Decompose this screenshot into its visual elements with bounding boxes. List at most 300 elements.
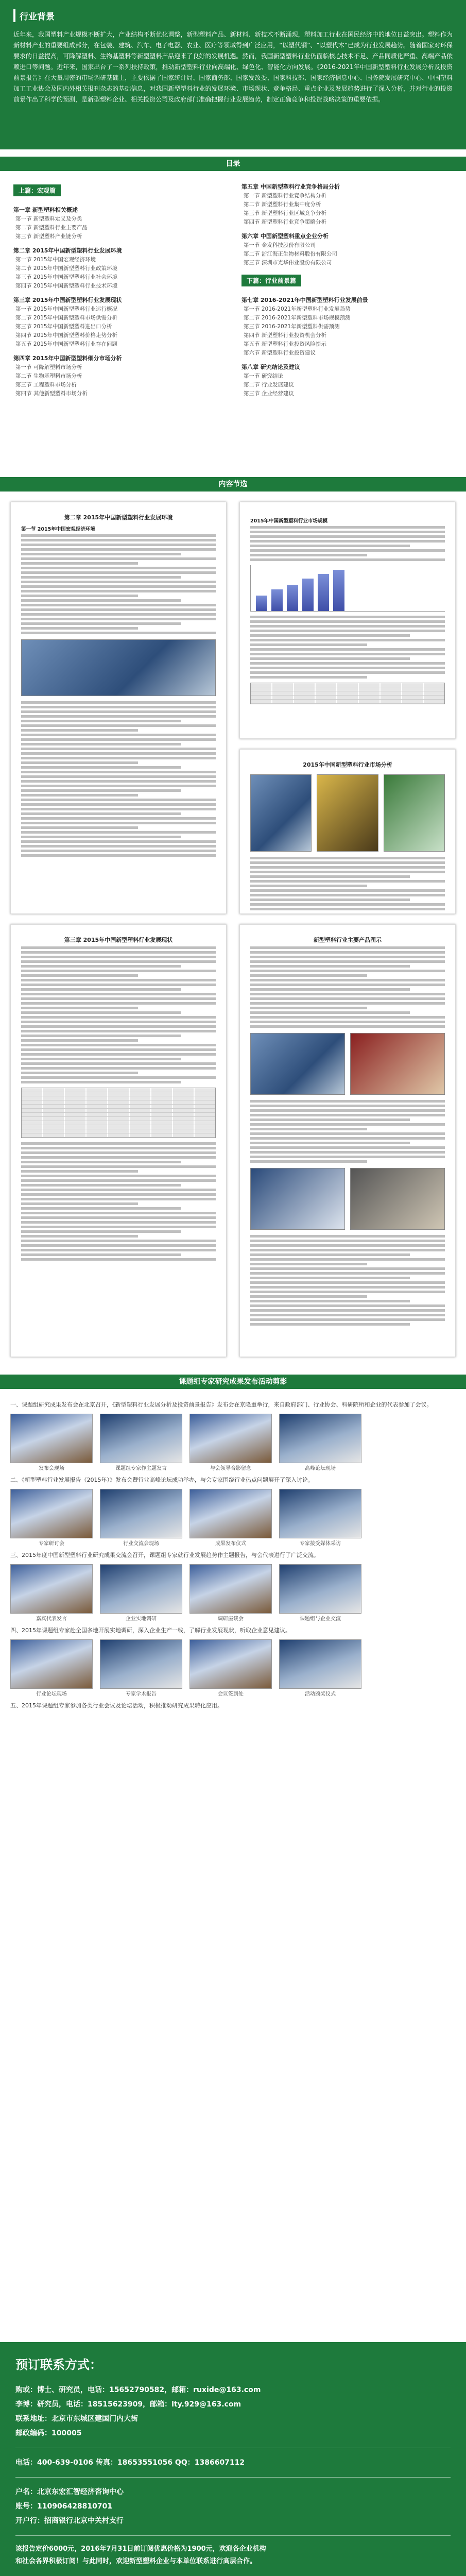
text-line xyxy=(21,724,216,727)
text-line xyxy=(250,956,445,958)
contact-title: 预订联系方式： xyxy=(15,2358,102,2372)
text-lines xyxy=(250,857,445,910)
toc-item: 第四节 2015年中国新型塑料价格走势分析 xyxy=(15,332,118,338)
toc-item: 第一节 2015年中国宏观经济环境 xyxy=(15,257,96,263)
text-line xyxy=(21,1081,181,1083)
text-line xyxy=(21,608,216,611)
text-line xyxy=(21,1253,181,1256)
text-line xyxy=(21,618,216,620)
text-line xyxy=(21,831,216,834)
photo-caption: 高峰论坛现场 xyxy=(305,1466,336,1471)
photo-caption: 专家学术报告 xyxy=(126,1691,157,1697)
bank-row: 户名：北京东宏汇智经济咨询中心 xyxy=(15,2488,124,2496)
text-line xyxy=(21,1165,216,1168)
toc-item: 第四节 新型塑料行业竞争策略分析 xyxy=(244,219,326,225)
excerpt-page-5 xyxy=(239,924,456,1357)
text-line xyxy=(250,1314,445,1316)
text-line xyxy=(21,1240,216,1242)
text-line xyxy=(250,984,445,986)
text-line xyxy=(21,1035,181,1037)
text-line xyxy=(250,1309,445,1312)
bank-row: 账号：11090642881070​1 xyxy=(15,2502,113,2511)
text-line xyxy=(21,632,216,634)
excerpt-table xyxy=(250,683,445,704)
photo-caption: 活动颁奖仪式 xyxy=(305,1691,336,1697)
text-line xyxy=(250,648,445,651)
text-line xyxy=(250,526,445,529)
photo-card xyxy=(279,1489,361,1548)
text-line xyxy=(21,946,216,949)
toc xyxy=(0,171,466,470)
toc-chapter: 第五章 中国新型塑料行业竞争格局分析 xyxy=(241,183,340,190)
text-line xyxy=(21,808,216,810)
toc-item: 第四节 新型塑料行业投资机会分析 xyxy=(244,332,326,338)
conference-photo xyxy=(10,1414,93,1463)
text-line xyxy=(250,880,445,883)
text-line xyxy=(250,965,410,968)
toc-item: 第二节 2015年中国新型塑料市场供需分析 xyxy=(15,315,118,321)
text-line xyxy=(21,970,216,972)
contact-rows xyxy=(15,2383,451,2441)
photo-card xyxy=(10,1489,93,1548)
excerpt-page-5-title: 新型塑料行业主要产品图示 xyxy=(314,937,382,943)
text-line xyxy=(21,1258,216,1261)
toc-item: 第一节 2016-2021年新型塑料行业发展趋势 xyxy=(244,306,351,312)
product-photo-1 xyxy=(250,774,312,852)
text-line xyxy=(21,803,216,806)
text-line xyxy=(250,662,445,665)
text-lines xyxy=(21,534,216,634)
text-line xyxy=(250,997,445,1000)
text-line xyxy=(21,576,181,579)
conference-photo xyxy=(189,1489,272,1538)
text-line xyxy=(21,1048,216,1051)
text-line xyxy=(250,1156,445,1158)
text-line xyxy=(21,613,216,616)
order-notes xyxy=(15,2543,451,2568)
text-line xyxy=(21,622,181,625)
order-note: 和社会各界积极订阅！与此同时，欢迎新型塑料企业与本单位联系进行高层合作。 xyxy=(15,2557,257,2565)
text-line xyxy=(21,1030,216,1032)
contact-row: 购或：博士、研究员，电话：15652790582，邮箱：ruxide@163.com xyxy=(15,2386,261,2394)
excerpt-section xyxy=(0,492,466,1367)
toc-chapter: 第三章 2015年中国新型塑料行业发展现状 xyxy=(13,297,122,303)
photo-card xyxy=(100,1639,182,1698)
excerpt-page-2-sub: 2015年中国新型塑料行业市场规模 xyxy=(250,518,327,524)
photo-caption: 调研座谈会 xyxy=(218,1616,244,1622)
text-line xyxy=(21,590,216,592)
text-line xyxy=(21,734,216,736)
text-line xyxy=(21,1179,216,1182)
toc-item: 第一节 新型塑料定义及分类 xyxy=(15,216,82,222)
text-line xyxy=(250,1118,410,1121)
text-line xyxy=(250,1253,410,1256)
text-line xyxy=(250,653,445,655)
conference-photo xyxy=(279,1489,361,1538)
text-line xyxy=(250,1100,445,1103)
text-line xyxy=(21,752,216,755)
text-lines xyxy=(250,1235,445,1326)
text-line xyxy=(21,1147,216,1149)
text-line xyxy=(250,946,445,949)
toc-chapter: 第七章 2016-2021年中国新型塑料行业发展前景 xyxy=(241,297,368,303)
toc-right-chapters-2 xyxy=(241,296,453,398)
photo-card xyxy=(100,1564,182,1623)
text-line xyxy=(250,1128,367,1130)
toc-item: 第三节 新型塑料行业区域竞争分析 xyxy=(244,210,326,216)
photo-caption: 与会领导合影留念 xyxy=(210,1466,251,1471)
photo-card xyxy=(189,1564,272,1623)
text-line xyxy=(21,1212,216,1214)
text-line xyxy=(21,965,181,968)
text-line xyxy=(21,850,216,852)
text-line xyxy=(250,1114,445,1116)
text-line xyxy=(21,599,181,602)
conference-photo xyxy=(100,1414,182,1463)
product-photo-2 xyxy=(317,774,378,852)
text-line xyxy=(250,861,445,864)
text-line xyxy=(250,1267,445,1270)
toc-item: 第一节 可降解塑料市场分析 xyxy=(15,364,82,370)
text-line xyxy=(21,1189,216,1191)
text-line xyxy=(21,757,216,759)
toc-right-column xyxy=(241,177,453,470)
photo-card xyxy=(10,1564,93,1623)
text-line xyxy=(250,625,445,628)
conference-section xyxy=(0,1389,466,2337)
photo-caption: 行业交流会现场 xyxy=(123,1541,159,1547)
chart-bar xyxy=(302,579,314,611)
toc-chapter: 第一章 新型塑料相关概述 xyxy=(13,207,78,213)
divider xyxy=(15,2477,451,2478)
photo-caption: 发布会现场 xyxy=(39,1466,64,1471)
excerpt-page-3-title: 2015年中国新型塑料行业市场分析 xyxy=(303,761,392,768)
text-line xyxy=(250,1291,445,1293)
text-line xyxy=(21,1207,181,1210)
text-line xyxy=(21,1021,216,1023)
text-line xyxy=(250,657,410,660)
excerpt-bar: 内容节选 xyxy=(0,477,466,492)
text-line xyxy=(250,1151,445,1154)
chart-bar xyxy=(271,589,283,611)
text-line xyxy=(21,1193,216,1196)
text-line xyxy=(250,1240,445,1242)
text-line xyxy=(21,1249,216,1251)
text-line xyxy=(21,1175,216,1177)
photo-card xyxy=(279,1414,361,1472)
toc-item: 第三节 2015年中国新型塑料进出口分析 xyxy=(15,324,112,330)
text-line xyxy=(250,1318,445,1321)
background-text: 近年来，我国塑料产业规模不断扩大，产业结构不断优化调整，新型塑料产品、新材料、新技术不断涌现，塑料加工行业在国民经济中的地位日益突出。塑料作为新材料产业的重要组成部分，在包装、建筑、汽车、电子电器、农业、医疗等领域得到广泛应用，“以塑代钢”、“以塑代木”已成为行业发展趋势。随着国家对环保要求的日益提高，可降解塑料、生物基塑料等新型塑料产品迎来了良好的发展机遇。然而，我国新型塑料行业仍面临核心技术不足、产品同质化严重、高端产品依赖进口等问题。近年来，国家出台了一系列扶持政策，推动新型塑料行业向高端化、绿色化、智能化方向发展。《2016-2021年中国新型塑料行业发展分析及投资前景报告》在大量周密的市场调研基础上，主要依据了国家统计局、国家商务部、国家发改委、国家科技部、国家经济信息中心、国务院发展研究中心、中国塑料加工工业协会及国内外相关报刊杂志的基础信息，对我国新型塑料行业的发展环境、市场现状、竞争格局、重点企业及发展趋势进行了深入分析，并对行业的投资前景作出了科学的预测，是新型塑料企业、相关投资公司及政府部门准确把握行业发展趋势，制定正确竞争和投资战略决策的重要依据。 xyxy=(13,31,453,103)
toc-chapter: 第二章 2015年中国新型塑料行业发展环境 xyxy=(13,247,122,254)
text-line xyxy=(21,775,216,778)
text-line xyxy=(21,1244,216,1247)
photo-row xyxy=(10,1414,456,1472)
toc-left-chapters xyxy=(13,206,225,398)
divider xyxy=(15,2535,451,2536)
photo-caption: 课题组专家作主题发言 xyxy=(115,1466,167,1471)
text-line xyxy=(21,720,181,722)
contact-section xyxy=(0,2342,466,2576)
text-line xyxy=(21,826,138,829)
conference-photo xyxy=(10,1639,93,1689)
toc-bar: 目录 xyxy=(0,157,466,171)
text-line xyxy=(250,1304,445,1307)
contact-row: 联系地址：北京市东城区建国门内大街 xyxy=(15,2415,138,2423)
text-line xyxy=(250,979,445,981)
text-line xyxy=(21,993,216,995)
text-line xyxy=(21,557,216,560)
text-line xyxy=(21,729,138,732)
text-line xyxy=(250,558,445,561)
conference-photo xyxy=(10,1489,93,1538)
text-line xyxy=(21,854,216,857)
text-line xyxy=(21,562,138,565)
contact-phone: 电话：400-639-0106 传真：18653551056 QQ：1386607112 xyxy=(15,2459,245,2467)
text-lines xyxy=(21,701,216,857)
text-line xyxy=(21,960,216,963)
text-line xyxy=(250,1132,445,1135)
toc-item: 第三节 新型塑料产业链分析 xyxy=(15,233,82,240)
conference-photo xyxy=(100,1489,182,1538)
text-lines xyxy=(250,526,445,561)
text-line xyxy=(250,988,410,991)
text-lines xyxy=(21,946,216,1083)
text-line xyxy=(250,1286,445,1289)
text-line xyxy=(21,544,216,546)
text-line xyxy=(250,630,445,632)
text-line xyxy=(21,1076,216,1079)
text-line xyxy=(250,857,445,859)
excerpt-table-2 xyxy=(21,1088,216,1138)
text-line xyxy=(250,960,445,963)
toc-item: 第三节 2015年中国新型塑料行业社会环境 xyxy=(15,274,118,280)
text-line xyxy=(250,1295,367,1298)
text-line xyxy=(250,1007,367,1009)
text-line xyxy=(21,951,216,954)
toc-item: 第二节 2016-2021年新型塑料市场规模预测 xyxy=(244,315,351,321)
text-line xyxy=(250,866,445,869)
text-line xyxy=(250,545,410,547)
photo-row xyxy=(10,1564,456,1623)
conference-paragraph: 四、2015年课题组专家赴全国多地开展实地调研，深入企业生产一线，了解行业发展现状，听取企业意见建议。 xyxy=(10,1627,291,1634)
text-line xyxy=(21,1062,216,1065)
conference-photo xyxy=(100,1564,182,1614)
chart-bar xyxy=(256,596,267,611)
toc-item: 第五节 新型塑料行业投资风险提示 xyxy=(244,341,326,347)
toc-item: 第二节 浙江海正生物材料股份有限公司 xyxy=(244,251,337,257)
text-line xyxy=(250,1105,445,1107)
text-line xyxy=(250,899,410,901)
toc-item: 第六节 新型塑料行业投资建议 xyxy=(244,350,316,356)
text-line xyxy=(250,908,445,910)
photo-row xyxy=(10,1639,456,1698)
text-line xyxy=(21,1221,216,1224)
toc-item: 第三节 深圳市光华伟业股份有限公司 xyxy=(244,260,332,266)
text-lines xyxy=(250,1100,445,1163)
text-line xyxy=(250,889,445,892)
text-line xyxy=(21,627,138,630)
photo-row xyxy=(10,1489,456,1548)
toc-item: 第二节 生物基塑料市场分析 xyxy=(15,373,82,379)
excerpt-page-2 xyxy=(239,502,456,739)
toc-item: 第三节 2016-2021年新型塑料供需预测 xyxy=(244,324,340,330)
toc-part-tag: 上篇：宏观篇 xyxy=(13,184,61,196)
text-line xyxy=(250,1258,445,1261)
text-line xyxy=(21,1053,216,1056)
excerpt-page-1-sub: 第一节 2015年中国宏观经济环境 xyxy=(21,527,95,532)
text-line xyxy=(250,903,445,906)
toc-item: 第五节 2015年中国新型塑料行业存在问题 xyxy=(15,341,118,347)
text-line xyxy=(21,988,181,991)
text-line xyxy=(21,1170,138,1173)
event-photo-1 xyxy=(250,1033,345,1095)
text-line xyxy=(250,1011,410,1014)
text-line xyxy=(250,871,445,873)
text-line xyxy=(21,1011,181,1014)
excerpt-page-1-title: 第二章 2015年中国新型塑料行业发展环境 xyxy=(64,514,173,521)
text-line xyxy=(21,974,138,977)
text-line xyxy=(21,789,181,792)
text-line xyxy=(250,676,367,679)
text-line xyxy=(21,1226,216,1228)
text-line xyxy=(21,840,216,843)
text-line xyxy=(21,1161,181,1163)
text-line xyxy=(250,951,445,954)
text-line xyxy=(250,671,445,674)
excerpt-page-3 xyxy=(239,749,456,914)
event-photo-4 xyxy=(350,1168,445,1230)
toc-item: 第二节 新型塑料行业主要产品 xyxy=(15,225,88,231)
text-line xyxy=(21,715,216,718)
text-line xyxy=(21,1184,181,1187)
text-line xyxy=(21,1007,138,1009)
chart-bar xyxy=(318,574,329,611)
photo-card xyxy=(189,1414,272,1472)
text-line xyxy=(21,534,216,537)
bank-rows xyxy=(15,2485,451,2528)
text-line xyxy=(250,875,410,878)
chart-bar xyxy=(287,585,298,611)
photo-card xyxy=(279,1564,361,1623)
photo-caption: 会议签到处 xyxy=(218,1691,244,1697)
toc-item: 第二节 2015年中国新型塑料行业政策环境 xyxy=(15,265,118,272)
text-line xyxy=(21,1202,138,1205)
text-line xyxy=(21,581,216,583)
text-line xyxy=(250,1277,410,1279)
text-line xyxy=(250,1021,445,1023)
text-line xyxy=(21,1016,216,1019)
text-line xyxy=(250,531,445,533)
text-line xyxy=(250,667,445,669)
text-line xyxy=(250,1025,445,1028)
text-line xyxy=(21,548,216,551)
text-line xyxy=(21,539,216,541)
text-lines xyxy=(250,946,445,1028)
text-line xyxy=(250,1016,445,1019)
bank-row: 开户行：招商银行北京中关村支行 xyxy=(15,2517,124,2525)
text-line xyxy=(250,1272,445,1275)
contact-row: 李博：研究员，电话：18515623909，邮箱：lty.929@163.com xyxy=(15,2400,241,2409)
text-line xyxy=(250,549,445,552)
photo-caption: 成果发布仪式 xyxy=(215,1541,246,1547)
text-line xyxy=(21,845,216,848)
conference-photo xyxy=(10,1564,93,1614)
text-line xyxy=(250,616,445,618)
text-line xyxy=(250,1160,367,1163)
text-line xyxy=(21,1198,216,1200)
text-line xyxy=(250,535,445,538)
photo-caption: 专家研讨会 xyxy=(39,1541,64,1547)
photo-card xyxy=(100,1489,182,1548)
text-line xyxy=(21,1067,216,1070)
toc-left-column xyxy=(13,177,225,470)
text-line xyxy=(21,785,216,787)
text-line xyxy=(21,761,138,764)
text-line xyxy=(250,993,445,995)
text-line xyxy=(21,1002,216,1005)
toc-item: 第一节 2015年中国新型塑料行业运行概况 xyxy=(15,306,118,312)
text-line xyxy=(21,1230,181,1233)
text-line xyxy=(21,710,216,713)
conference-paragraph: 二、《新型塑料行业发展报告（2015年）》发布会暨行业高峰论坛成功举办，与会专家围绕行业热点问题展开了深入讨论。 xyxy=(10,1477,314,1483)
text-line xyxy=(250,1142,410,1144)
text-line xyxy=(21,748,216,750)
text-line xyxy=(21,571,216,574)
excerpt-page-4 xyxy=(10,924,227,1357)
text-line xyxy=(250,1244,445,1247)
event-photo-3 xyxy=(250,1168,345,1230)
text-line xyxy=(21,1072,138,1074)
excerpt-photo xyxy=(21,639,216,696)
toc-right-chapters xyxy=(241,182,453,267)
photo-card xyxy=(189,1489,272,1548)
text-line xyxy=(21,1151,216,1154)
text-line xyxy=(21,1142,216,1145)
conference-photo xyxy=(189,1414,272,1463)
text-line xyxy=(21,1058,181,1060)
text-line xyxy=(250,974,367,977)
text-line xyxy=(21,956,216,958)
text-line xyxy=(250,1002,445,1005)
conference-bar: 课题组专家研究成果发布活动剪影 xyxy=(0,1375,466,1389)
conference-photo xyxy=(189,1639,272,1689)
text-line xyxy=(21,1025,216,1028)
text-line xyxy=(21,794,138,796)
text-line xyxy=(250,639,445,641)
text-line xyxy=(250,1300,410,1302)
toc-item: 第一节 金发科技股份有限公司 xyxy=(244,242,316,248)
product-photo-3 xyxy=(384,774,445,852)
text-line xyxy=(250,885,367,887)
excerpt-page-1 xyxy=(10,502,227,914)
text-line xyxy=(21,1216,216,1219)
background-title: 行业背景 xyxy=(13,9,453,22)
text-lines xyxy=(21,1142,216,1261)
conference-photo xyxy=(279,1639,361,1689)
photo-caption: 行业论坛现场 xyxy=(36,1691,67,1697)
text-line xyxy=(21,817,216,820)
toc-item: 第一节 新型塑料行业竞争结构分析 xyxy=(244,193,326,199)
toc-item: 第四节 其他新型塑料市场分析 xyxy=(15,391,88,397)
photo-card xyxy=(10,1639,93,1698)
toc-chapter: 第四章 2015年中国新型塑料细分市场分析 xyxy=(13,355,122,362)
order-note: 该报告定价6000元，2016年7月31日前订阅优惠价格为1900元，欢迎各企业机构 xyxy=(15,2545,266,2553)
text-line xyxy=(21,567,216,569)
photo-caption: 专家接受媒体采访 xyxy=(300,1541,341,1547)
text-line xyxy=(250,894,445,896)
photo-card xyxy=(279,1639,361,1698)
